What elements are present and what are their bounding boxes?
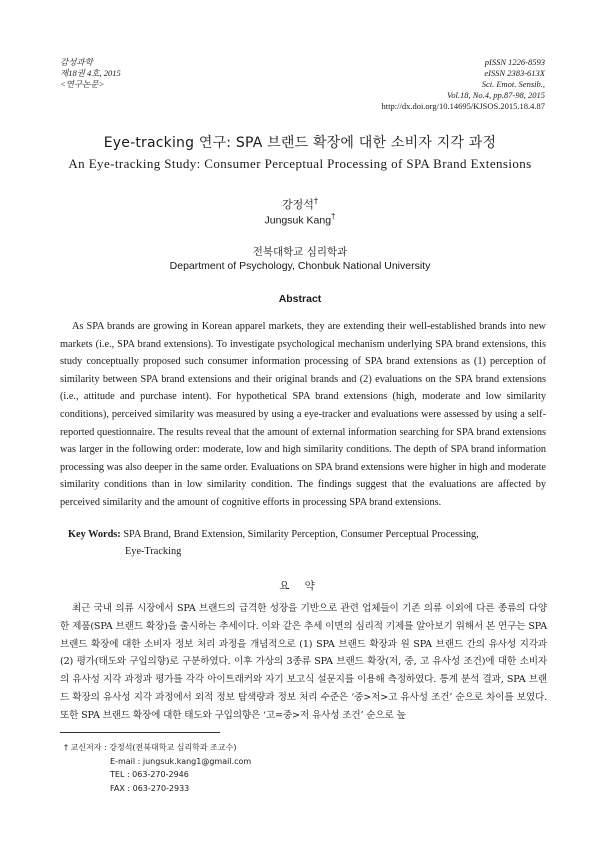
footnote (64, 741, 251, 795)
journal-name: 감성과학 (60, 57, 93, 67)
author-name-ko: 강정석 (282, 198, 314, 211)
eissn: eISSN 2383-613X (484, 68, 545, 78)
keywords-label: Key Words: (68, 529, 121, 540)
journal-volume: 제18권 4호, 2015 (60, 68, 121, 78)
author-name-en: Jungsuk Kang (264, 214, 332, 227)
affiliation-korean: 전북대학교 심리학과 (252, 246, 348, 258)
abstract-text: As SPA brands are growing in Korean apparel markets, they are extending their well-established brands into new markets (i.e., SPA brand extensions). To investigate psychological mechanism underlying SPA brand extensions, this study conceptually proposed such consumer information processing of SPA brand extensions as (1) perception of similarity between SPA brand extensions and their original brands and (2) evaluations on the SPA brand extensions (i.e., attitude and purchase intent). For hypothetical SPA brand extensions (high, moderate and low similarity conditions), perceived similarity was measured by using a eye-tracker and evaluations were assessed by using a self-reported questionnaire. The results reveal that the amount of external information searching for SPA brand extensions was larger in the following order: moderate, low and high similarity conditions. The depth of SPA brand information processing was also deeper in the same order. Evaluations on SPA brand extensions were higher in high and moderate similarity conditions than in low similarity condition. The findings suggest that the evaluations are affected by perceived similarity and the amount of cognitive efforts in processing SPA brand extensions. (60, 321, 546, 508)
pissn: pISSN 1226-8593 (484, 57, 545, 67)
title-korean: Eye-tracking 연구: SPA 브랜드 확장에 대한 소비자 지각 과정 (103, 135, 497, 151)
journal-header-left (60, 57, 121, 90)
doi-link[interactable]: http://dx.doi.org/10.14695/KJSOS.2015.18.4.87 (381, 101, 545, 111)
volume-pages: Vol.18, No.4, pp.87-98, 2015 (447, 90, 545, 100)
footnote-author: † 교신저자 : 강정석(전북대학교 심리학과 조교수) (64, 743, 237, 752)
journal-abbrev: Sci. Emot. Sensib., (481, 79, 545, 89)
abstract-heading: Abstract (278, 293, 322, 305)
journal-header-right (382, 57, 545, 112)
footnote-tel: TEL : 063-270-2946 (110, 770, 189, 780)
summary-heading: 요 약 (279, 580, 321, 592)
author-korean (0, 196, 600, 212)
keywords-line1: SPA Brand, Brand Extension, Similarity Perception, Consumer Perceptual Processing, (123, 529, 479, 540)
footnote-divider (60, 732, 220, 733)
affiliation-english: Department of Psychology, Chonbuk National University (169, 260, 431, 272)
keywords-line2: Eye-Tracking (125, 546, 182, 557)
keywords (68, 526, 546, 560)
author-english (0, 212, 600, 227)
corresponding-mark: † (313, 196, 318, 206)
footnote-email[interactable]: E-mail : jungsuk.kang1@gmail.com (110, 756, 252, 766)
title-english: An Eye-tracking Study: Consumer Perceptual Processing of SPA Brand Extensions (68, 156, 532, 171)
corresponding-mark: † (331, 212, 336, 221)
summary-text: 최근 국내 의류 시장에서 SPA 브랜드의 급격한 성장을 기반으로 관련 업체들이 기존 의류 이외에 다른 종류의 다양한 제품(SPA 브랜드 확장)을 출시하는 추세이다. 이와 같은 추세 이면의 심리적 기제를 알아보기 위해서 본 연구는 SPA 브랜드 확장에 대한 소비자 정보 처리 과정을 개념적으로 (1) SPA 브랜드 확장과 원 SPA 브랜드 간의 유사성 지각과 (2) 평가(태도와 구입의향)로 구분하였다. 이후 가상의 3종류 SPA 브랜드 확장(저, 중, 고 유사성 조건)에 대한 소비자의 유사성 지각 과정과 평가를 각각 아이트래커와 자기 보고식 설문지를 이용해 측정하였다. 통계 분석 결과, SPA 브랜드 확장의 유사성 지각 과정에서 외적 정보 탐색량과 정보 처리 수준은 ‘중>저>고 유사성 조건’ 순으로 차이를 보였다. 또한 SPA 브랜드 확장에 대한 태도와 구입의향은 ‘고=중>저 유사성 조건’ 순으로 높 (60, 603, 547, 721)
footnote-fax: FAX : 063-270-2933 (110, 783, 190, 793)
article-type: <연구논문> (60, 79, 105, 89)
